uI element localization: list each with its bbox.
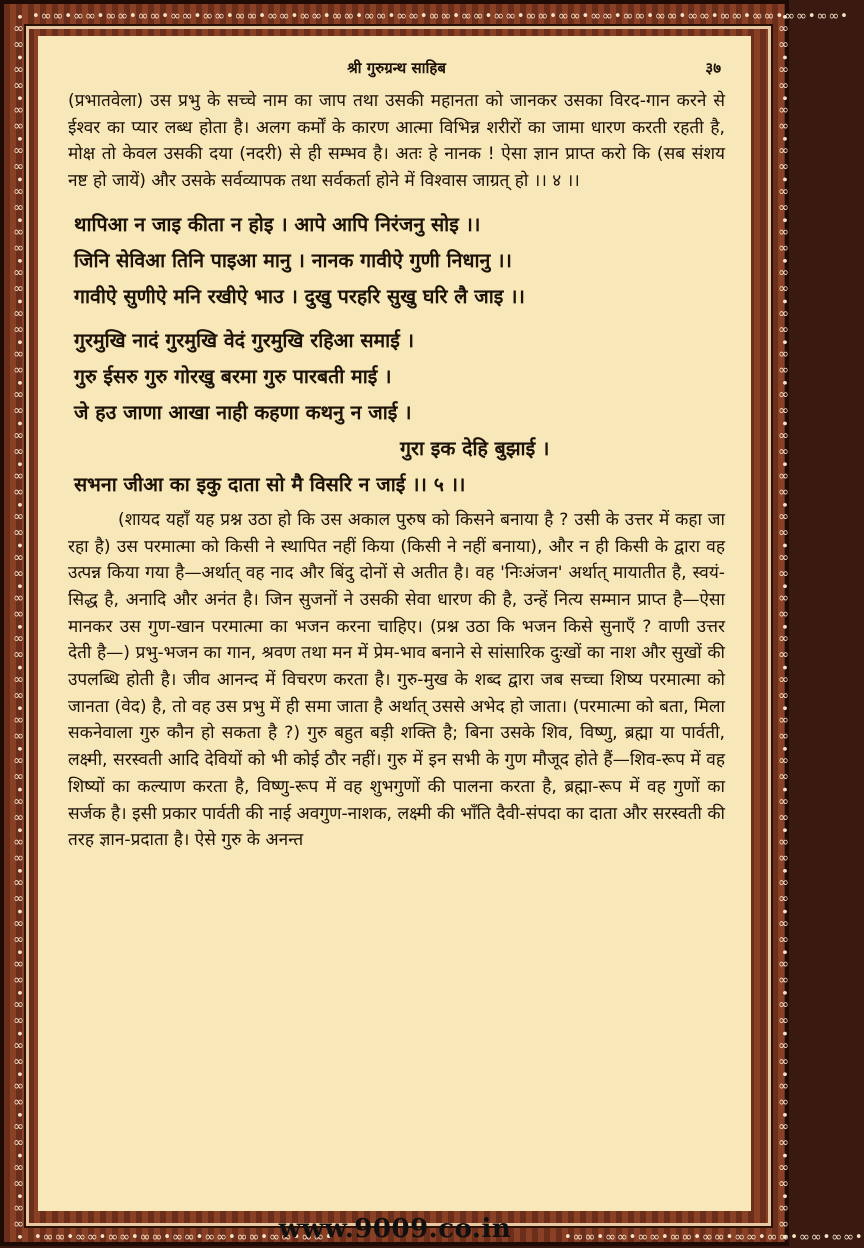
verse-line: गुरा इक देहि बुझाई । <box>400 436 550 460</box>
verse-line: थापिआ न जाइ कीता न होइ । आपे आपि निरंजनु सोइ ।। <box>74 212 481 236</box>
verse-line: गावीऐ सुणीऐ मनि रखीऐ भाउ । दुखु परहरि सुखु घरि लै जाइ ।। <box>74 284 525 308</box>
website-footer: www.9009.co.in <box>278 1214 512 1244</box>
commentary-paragraph: (शायद यहाँ यह प्रश्न उठा हो कि उस अकाल पुरुष को किसने बनाया है ? उसी के उत्तर में कहा जा रहा है) उस परमात्मा को किसी ने स्थापित नहीं किया (किसी ने नहीं बनाया), और न ही किसी के द्वारा वह उत्पन्न किया गया है—अर्थात् वह नाद और बिंदु दोनों से अतीत है। वह 'निःअंजन' अर्थात् मायातीत है, स्वयं-सिद्ध है, अनादि और अनंत है। जिन सुजनों ने उसकी सेवा धारण की है, उन्हें नित्य सम्मान प्राप्त है—ऐसा मानकर उस गुण-खान परमात्मा का भजन करना चाहिए। (प्रश्न उठा कि भजन किसे सुनाएँ ? वाणी उत्तर देती है—) प्रभु-भजन का गान, श्रवण तथा मन में प्रेम-भाव बनाने से सांसारिक दुःखों का नाश और सुखों की उपलब्धि होती है। जीव आनन्द में विचरण करता है। गुरु-मुख के शब्द द्वारा जब सच्चा शिष्य परमात्मा को जानता (वेद) है, तो वह उस प्रभु में ही समा जाता है अर्थात् उससे अभेद हो जाता। (परमात्मा को बता, मिला सकनेवाला गुरु कौन हो सकता है ?) गुरु बहुत बड़ी शक्ति है; बिना उसके शिव, विष्णु, ब्रह्मा या पार्वती, लक्ष्मी, सरस्वती आदि देवियों को भी कोई ठौर नहीं। गुरु में इन सभी के गुण मौजूद होते हैं—शिव-रूप में वह शिष्यों का कल्याण करता है, विष्णु-रूप में वह शुभगुणों की पालना करता है, ब्रह्मा-रूप में वह गुणों का सर्जक है। इसी प्रकार पार्वती की नाई अवगुण-नाशक, लक्ष्मी की भाँति दैवी-संपदा का दाता और सरस्वती की तरह ज्ञान-प्रदाता है। ऐसे गुरु के अनन्त <box>68 509 725 851</box>
verse-line: गुरमुखि नादं गुरमुखि वेदं गुरमुखि रहिआ समाई । <box>74 328 414 352</box>
page-number: ३७ <box>705 59 721 77</box>
scroll-ornament-bottom-left: •∞∞•∞∞•∞∞•∞∞•∞∞•∞∞•∞∞•∞∞•∞∞• <box>34 1229 334 1245</box>
verse-gap <box>74 315 725 323</box>
verse-line: जिनि सेविआ तिनि पाइआ मानु । नानक गावीऐ गुणी निधानु ।। <box>74 248 512 272</box>
prose-paragraph: (प्रभातवेला) उस प्रभु के सच्चे नाम का जाप तथा उसकी महानता को जानकर उसका विरद-गान करने से ईश्वर का प्यार लब्ध होता है। अलग कर्मों के कारण आत्मा विभिन्न शरीरों का जामा धारण करती रहती है, मोक्ष तो केवल उसकी दया (नदरी) से ही सम्भव है। अतः हे नानक ! ऐसा ज्ञान प्राप्त करो कि (सब संशय नष्ट हो जायें) और उसके सर्वव्यापक तथा सर्वकर्ता होने में विश्वास जाग्रत् हो ।। ४ ।। <box>68 91 725 192</box>
running-title: श्री गुरुग्रन्थ साहिब <box>347 59 446 77</box>
verse-line: सभना जीआ का इकु दाता सो मै विसरि न जाई ।। ५ ।। <box>74 472 466 496</box>
book-page <box>38 36 751 1211</box>
verse-line: जे हउ जाणा आखा नाही कहणा कथनु न जाई । <box>74 400 412 424</box>
scroll-ornament-top: •∞∞•∞∞•∞∞•∞∞•∞∞•∞∞•∞∞•∞∞•∞∞•∞∞•∞∞•∞∞•∞∞•∞∞•∞∞•∞∞•∞∞•∞∞•∞∞•∞∞•∞∞•∞∞•∞∞•∞∞•∞∞• <box>32 8 849 24</box>
scroll-ornament-left: •∞∞•∞∞•∞∞•∞∞•∞∞•∞∞•∞∞•∞∞•∞∞•∞∞•∞∞•∞∞•∞∞•∞∞•∞∞•∞∞•∞∞•∞∞•∞∞•∞∞•∞∞•∞∞•∞∞•∞∞•∞∞•∞∞•∞∞•∞∞•∞∞•∞∞• <box>11 12 26 1242</box>
page-header <box>68 58 725 88</box>
verse-block <box>74 207 725 503</box>
prose-top <box>68 88 725 195</box>
scroll-ornament-bottom-right: •∞∞•∞∞•∞∞•∞∞•∞∞•∞∞•∞∞•∞∞•∞∞• <box>564 1229 864 1245</box>
commentary <box>68 507 725 854</box>
verse-line: गुरु ईसरु गुरु गोरखु बरमा गुरु पारबती माई । <box>74 364 392 388</box>
scroll-ornament-right: •∞∞•∞∞•∞∞•∞∞•∞∞•∞∞•∞∞•∞∞•∞∞•∞∞•∞∞•∞∞•∞∞•∞∞•∞∞•∞∞•∞∞•∞∞•∞∞•∞∞•∞∞•∞∞•∞∞•∞∞•∞∞•∞∞•∞∞•∞∞•∞∞•∞∞• <box>776 12 791 1242</box>
